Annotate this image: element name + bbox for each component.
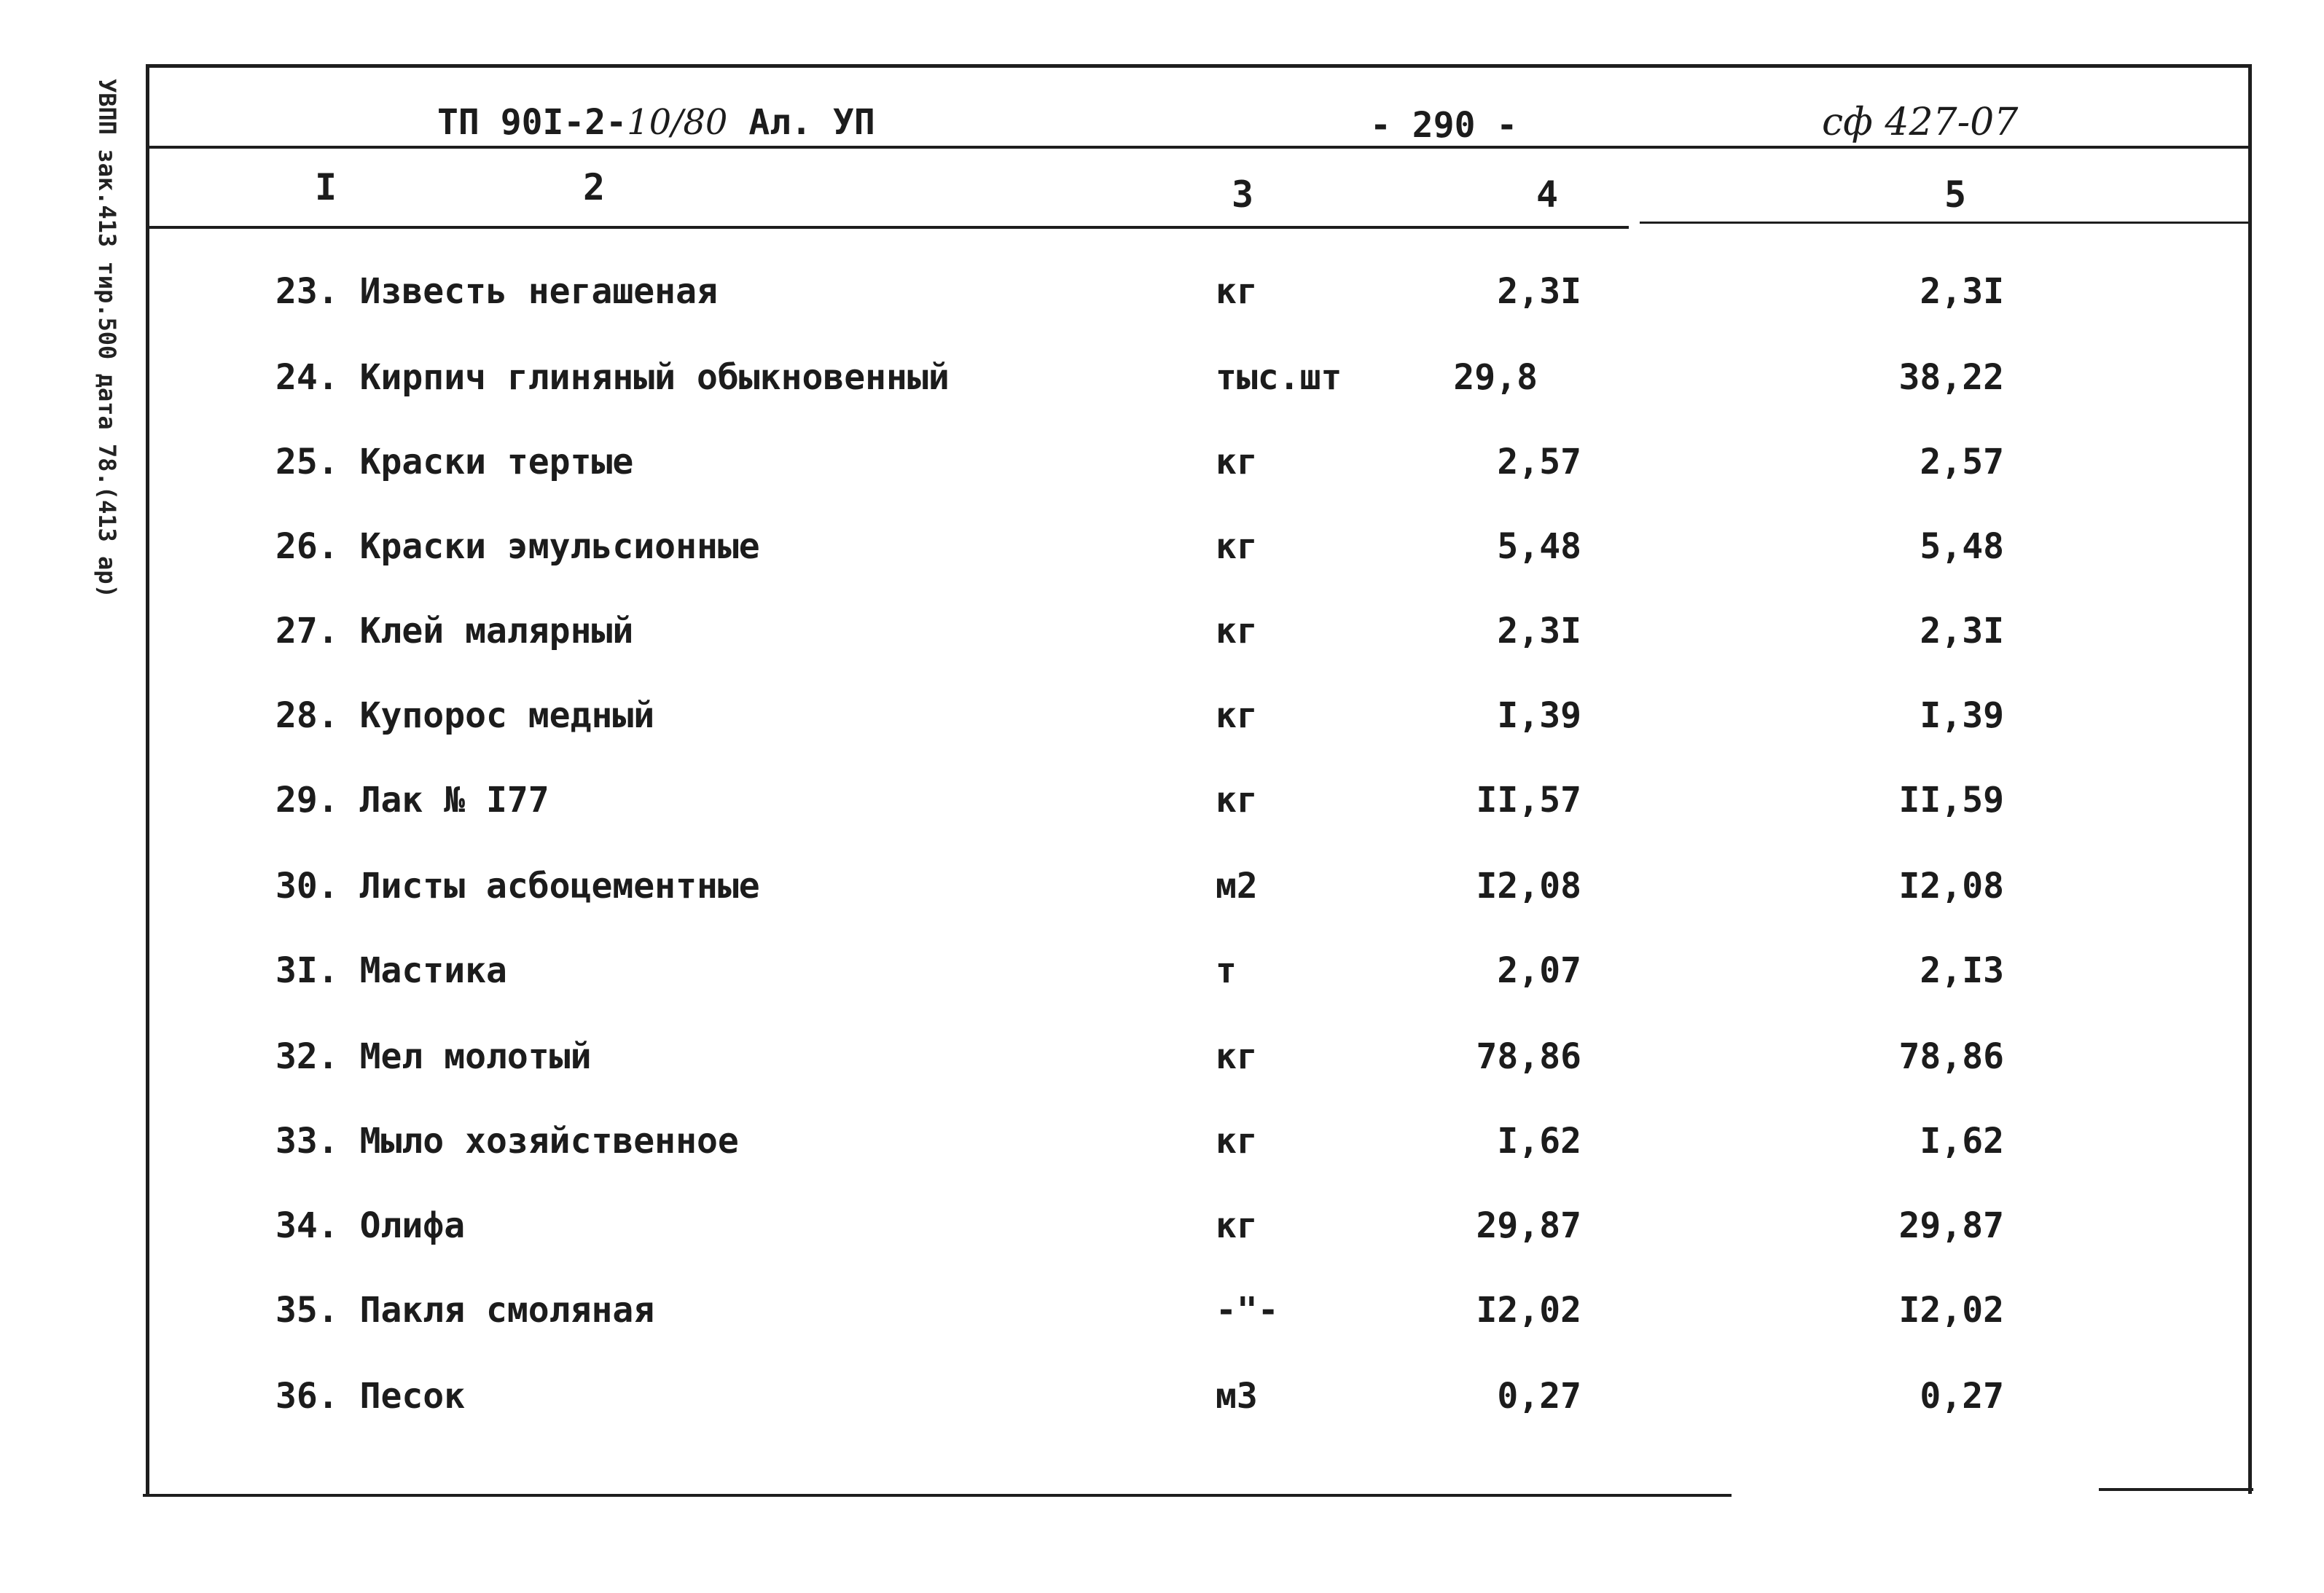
quantity-col5: 38,22	[1898, 357, 2004, 398]
unit: т	[1216, 950, 1237, 991]
unit: кг	[1216, 526, 1258, 567]
unit: кг	[1216, 1121, 1258, 1162]
column-number-3: 3	[1232, 173, 1254, 216]
quantity-col5: 29,87	[1898, 1205, 2004, 1246]
table-row	[0, 942, 2324, 1000]
column-number-5: 5	[1944, 173, 1967, 216]
table-row	[0, 433, 2324, 491]
column-header-rule-right	[1640, 222, 2248, 224]
column-number-2: 2	[583, 166, 606, 208]
doc-code-handwritten: 10/80	[627, 102, 728, 143]
frame-bottom-rule	[143, 1494, 1732, 1497]
quantity-col5: I,39	[1920, 695, 2004, 736]
table-row	[0, 1197, 2324, 1255]
unit: тыс.шт	[1216, 357, 1342, 398]
table-row	[0, 602, 2324, 660]
page-number: - 290 -	[1370, 105, 1518, 146]
material-name: 26. Краски эмульсионные	[275, 526, 760, 567]
quantity-col4: 2,3I	[1497, 611, 1581, 651]
table-row	[0, 1112, 2324, 1170]
material-name: 36. Песок	[275, 1376, 466, 1417]
doc-code	[437, 102, 875, 143]
unit: кг	[1216, 695, 1258, 736]
header-rule	[149, 146, 2248, 149]
column-number-1: I	[315, 166, 337, 208]
quantity-col5: II,59	[1898, 780, 2004, 821]
column-number-4: 4	[1536, 173, 1559, 216]
frame-bottom-rule-right	[2099, 1488, 2253, 1491]
quantity-col4: I2,02	[1476, 1290, 1581, 1331]
material-name: 33. Мыло хозяйственное	[275, 1121, 739, 1162]
quantity-col5: 2,3I	[1920, 271, 2004, 312]
unit: -"-	[1216, 1290, 1279, 1331]
quantity-col4: I,62	[1497, 1121, 1581, 1162]
quantity-col5: I2,08	[1898, 866, 2004, 907]
quantity-col4: II,57	[1476, 780, 1581, 821]
quantity-col4: 0,27	[1497, 1376, 1581, 1417]
unit: кг	[1216, 271, 1258, 312]
sheet-handwritten: сф 427-07	[1822, 101, 2019, 144]
table-row	[0, 1281, 2324, 1339]
table-row	[0, 686, 2324, 745]
unit: кг	[1216, 442, 1258, 482]
material-name: 34. Олифа	[275, 1205, 466, 1246]
table-row	[0, 1028, 2324, 1086]
material-name: 23. Известь негашеная	[275, 271, 718, 312]
quantity-col5: 2,57	[1920, 442, 2004, 482]
doc-code-printed: ТП 90I-2-	[437, 102, 627, 143]
table-row	[0, 1367, 2324, 1425]
material-name: 35. Пакля смоляная	[275, 1290, 655, 1331]
unit: м3	[1216, 1376, 1258, 1417]
quantity-col4: 29,87	[1476, 1205, 1581, 1246]
quantity-col5: 2,3I	[1920, 611, 2004, 651]
material-name: 28. Купорос медный	[275, 695, 655, 736]
table-row	[0, 348, 2324, 407]
material-name: 25. Краски тертые	[275, 442, 634, 482]
material-name: 29. Лак № I77	[275, 780, 549, 821]
quantity-col5: 5,48	[1920, 526, 2004, 567]
quantity-col4: I2,08	[1476, 866, 1581, 907]
material-name: 30. Листы асбоцементные	[275, 866, 760, 907]
unit: кг	[1216, 611, 1258, 651]
quantity-col4: 2,57	[1497, 442, 1581, 482]
quantity-col4: 78,86	[1476, 1036, 1581, 1077]
material-name: 27. Клей малярный	[275, 611, 634, 651]
margin-print-note: УВПП зак.413 тир.500 дата 78.(413 ар)	[93, 79, 121, 598]
material-name: 3I. Мастика	[275, 950, 507, 991]
unit: м2	[1216, 866, 1258, 907]
quantity-col5: I2,02	[1898, 1290, 2004, 1331]
quantity-col5: 78,86	[1898, 1036, 2004, 1077]
table-row	[0, 262, 2324, 321]
quantity-col5: 0,27	[1920, 1376, 2004, 1417]
column-header-rule	[149, 226, 1629, 229]
unit: кг	[1216, 1036, 1258, 1077]
unit: кг	[1216, 780, 1258, 821]
material-name: 32. Мел молотый	[275, 1036, 592, 1077]
table-row	[0, 857, 2324, 915]
material-name: 24. Кирпич глиняный обыкновенный	[275, 357, 950, 398]
quantity-col5: 2,I3	[1920, 950, 2004, 991]
table-row	[0, 517, 2324, 576]
quantity-col4: I,39	[1497, 695, 1581, 736]
album-label: Ал. УП	[748, 102, 875, 143]
quantity-col4: 29,8	[1453, 357, 1538, 398]
quantity-col4: 2,07	[1497, 950, 1581, 991]
quantity-col4: 2,3I	[1497, 271, 1581, 312]
quantity-col4: 5,48	[1497, 526, 1581, 567]
unit: кг	[1216, 1205, 1258, 1246]
quantity-col5: I,62	[1920, 1121, 2004, 1162]
table-row	[0, 771, 2324, 829]
